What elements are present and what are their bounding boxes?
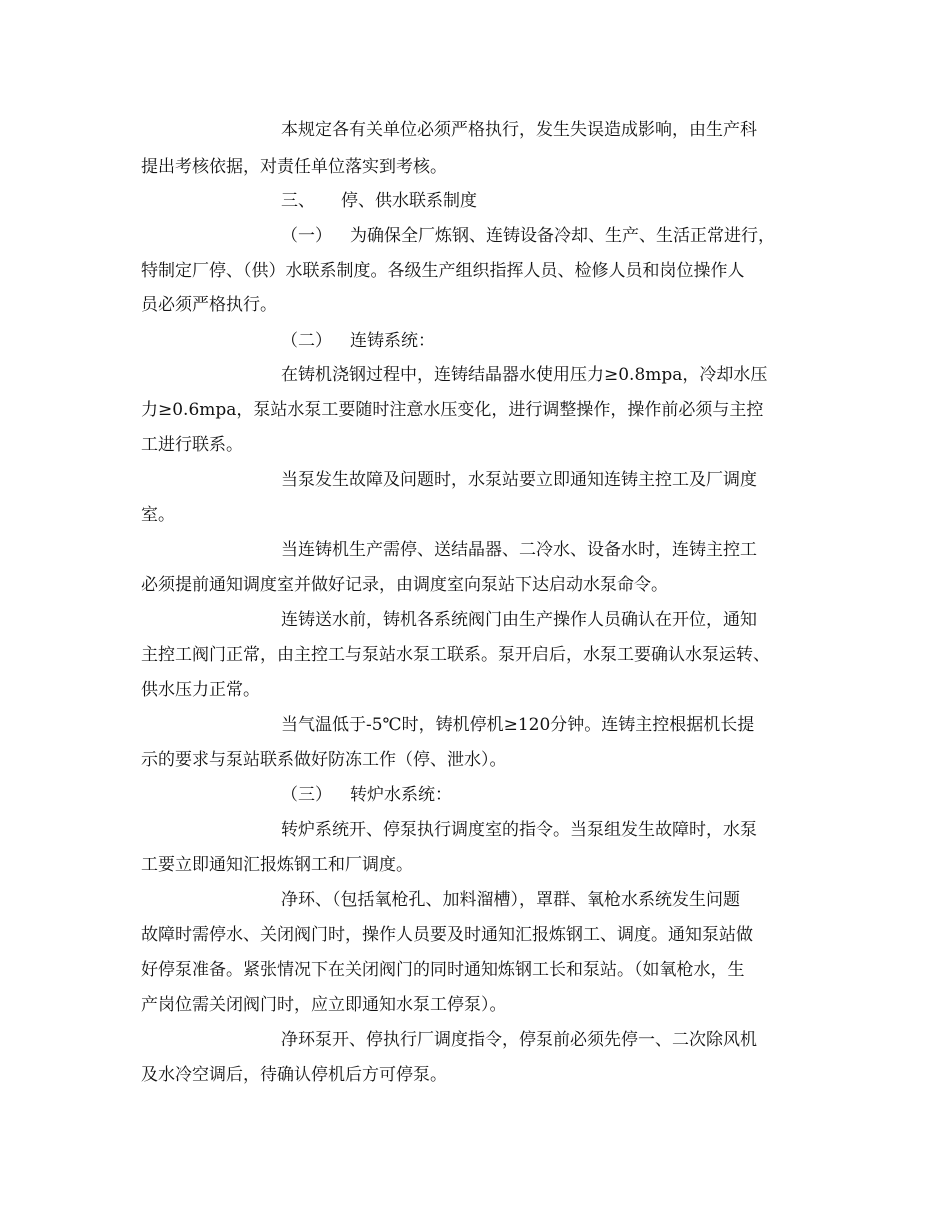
paragraph-line: 当泵发生故障及问题时，水泵站要立即通知连铸主控工及厂调度: [281, 470, 757, 490]
paragraph-line: 故障时需停水、关闭阀门时，操作人员要及时通知汇报炼钢工、调度。通知泵站做: [141, 925, 753, 945]
paragraph-line: 连铸送水前，铸机各系统阀门由生产操作人员确认在开位，通知: [281, 610, 757, 630]
paragraph-line: 室。: [141, 505, 175, 525]
subsection-number: （二）: [281, 331, 332, 351]
section-title: 停、供水联系制度: [341, 191, 477, 211]
paragraph-line: 主控工阀门正常，由主控工与泵站水泵工联系。泵开启后，水泵工要确认水泵运转、: [141, 645, 770, 665]
subsection-number: （一）: [281, 226, 332, 246]
paragraph-line: 工要立即通知汇报炼钢工和厂调度。: [141, 855, 413, 875]
subsection-number: （三）: [281, 785, 332, 805]
paragraph-line: 在铸机浇钢过程中，连铸结晶器水使用压力≥0.8mpa，冷却水压: [281, 365, 768, 385]
section-heading: [281, 190, 477, 212]
subsection-title: 连铸系统：: [350, 331, 435, 351]
paragraph-line: 力≥0.6mpa，泵站水泵工要随时注意水压变化，进行调整操作，操作前必须与主控: [141, 400, 764, 420]
paragraph-line: 工进行联系。: [141, 435, 243, 455]
section-number: 三、: [281, 191, 315, 211]
paragraph-line: 净环泵开、停执行厂调度指令，停泵前必须先停一、二次除风机: [281, 1030, 757, 1050]
subsection-title: 转炉水系统：: [350, 785, 452, 805]
paragraph-line: 必须提前通知调度室并做好记录，由调度室向泵站下达启动水泵命令。: [141, 575, 668, 595]
subsection-line: （一） 为确保全厂炼钢、连铸设备冷却、生产、生活正常进行，: [281, 226, 775, 246]
subsection-heading: [281, 784, 452, 806]
paragraph-line: 本规定各有关单位必须严格执行，发生失误造成影响，由生产科: [281, 120, 757, 140]
paragraph-line: 示的要求与泵站联系做好防冻工作（停、泄水）。: [141, 750, 507, 770]
paragraph-line: 当连铸机生产需停、送结晶器、二冷水、设备水时，连铸主控工: [281, 540, 757, 560]
paragraph-line: 净环、（包括氧枪孔、加料溜槽），罩群、氧枪水系统发生问题: [281, 890, 740, 910]
paragraph-line: 好停泵准备。紧张情况下在关闭阀门的同时通知炼钢工长和泵站。（如氧枪水，生: [141, 960, 745, 980]
paragraph-line: 供水压力正常。: [141, 680, 260, 700]
paragraph-line: 员必须严格执行。: [141, 295, 277, 315]
paragraph-line: 转炉系统开、停泵执行调度室的指令。当泵组发生故障时，水泵: [281, 820, 757, 840]
paragraph-line: 及水冷空调后，待确认停机后方可停泵。: [141, 1065, 447, 1085]
paragraph-line: 当气温低于-5℃时，铸机停机≥120分钟。连铸主控根据机长提: [281, 715, 755, 735]
subsection-heading: [281, 330, 435, 352]
paragraph-line: 提出考核依据，对责任单位落实到考核。: [141, 157, 447, 177]
paragraph-line: 特制定厂停、（供）水联系制度。各级生产组织指挥人员、检修人员和岗位操作人: [141, 261, 745, 281]
paragraph-line: 产岗位需关闭阀门时，应立即通知水泵工停泵）。: [141, 995, 507, 1015]
